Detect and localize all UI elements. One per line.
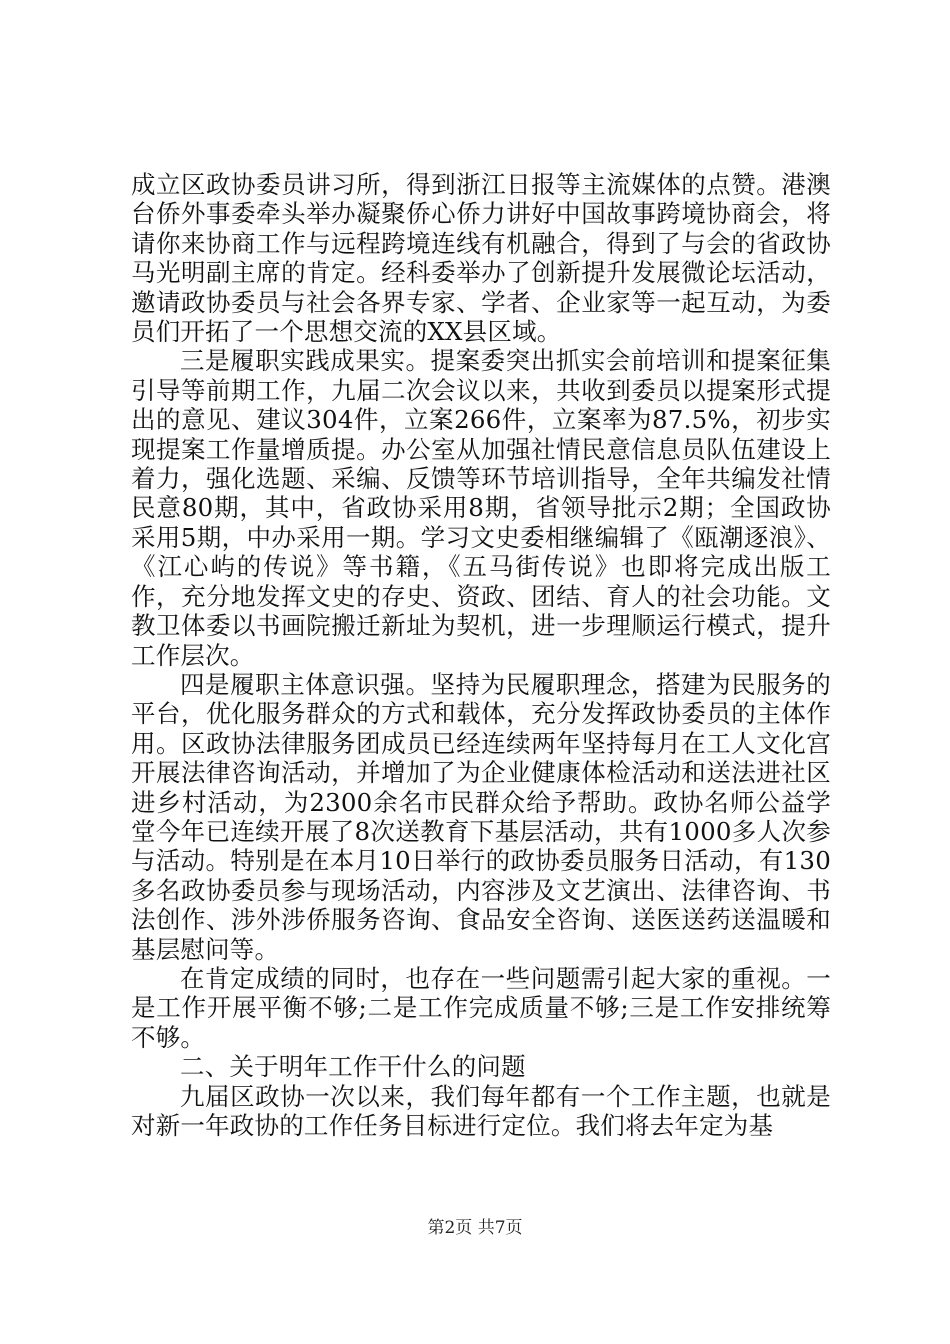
page-footer xyxy=(0,1218,950,1238)
section-heading-next-year: 二、关于明年工作干什么的问题 xyxy=(180,1052,526,1082)
page-number-label: 第2页 共7页 xyxy=(427,1218,523,1238)
paragraph-problems: 在肯定成绩的同时，也存在一些问题需引起大家的重视。一是工作开展平衡不够;二是工作完成质量不够;三是工作安排统筹不够。 xyxy=(131,963,831,1052)
paragraph-continuation: 成立区政协委员讲习所，得到浙江日报等主流媒体的点赞。港澳台侨外事委牵头举办凝聚侨心侨力讲好中国故事跨境协商会，将请你来协商工作与远程跨境连线有机融合，得到了与会的省政协马光明副主席的肯定。经科委举办了创新提升发展微论坛活动，邀请政协委员与社会各界专家、学者、企业家等一起互动，为委员们开拓了一个思想交流的XX县区域。 xyxy=(131,170,831,347)
paragraph-achievements-subject-awareness: 四是履职主体意识强。坚持为民履职理念，搭建为民服务的平台，优化服务群众的方式和载体，充分发挥政协委员的主体作用。区政协法律服务团成员已经连续两年坚持每月在工人文化宫开展法律咨询活动，并增加了为企业健康体检活动和送法进社区进乡村活动，为2300余名市民群众给予帮助。政协名师公益学堂今年已连续开展了8次送教育下基层活动，共有1000多人次参与活动。特别是在本月10日举行的政协委员服务日活动，有130多名政协委员参与现场活动，内容涉及文艺演出、法律咨询、书法创作、涉外涉侨服务咨询、食品安全咨询、送医送药送温暖和基层慰问等。 xyxy=(131,669,831,964)
paragraph-achievements-practice: 三是履职实践成果实。提案委突出抓实会前培训和提案征集引导等前期工作，九届二次会议以来，共收到委员以提案形式提出的意见、建议304件，立案266件，立案率为87.5%，初步实现提案工作量增质提。办公室从加强社情民意信息员队伍建设上着力，强化选题、采编、反馈等环节培训指导，全年共编发社情民意80期，其中，省政协采用8期，省领导批示2期；全国政协采用5期，中办采用一期。学习文史委相继编辑了《瓯潮逐浪》、《江心屿的传说》等书籍，《五马街传说》也即将完成出版工作，充分地发挥文史的存史、资政、团结、育人的社会功能。文教卫体委以书画院搬迁新址为契机，进一步理顺运行模式，提升工作层次。 xyxy=(131,346,831,670)
paragraph-work-theme: 九届区政协一次以来，我们每年都有一个工作主题，也就是对新一年政协的工作任务目标进行定位。我们将去年定为基 xyxy=(131,1081,831,1140)
document-body xyxy=(131,170,831,1140)
